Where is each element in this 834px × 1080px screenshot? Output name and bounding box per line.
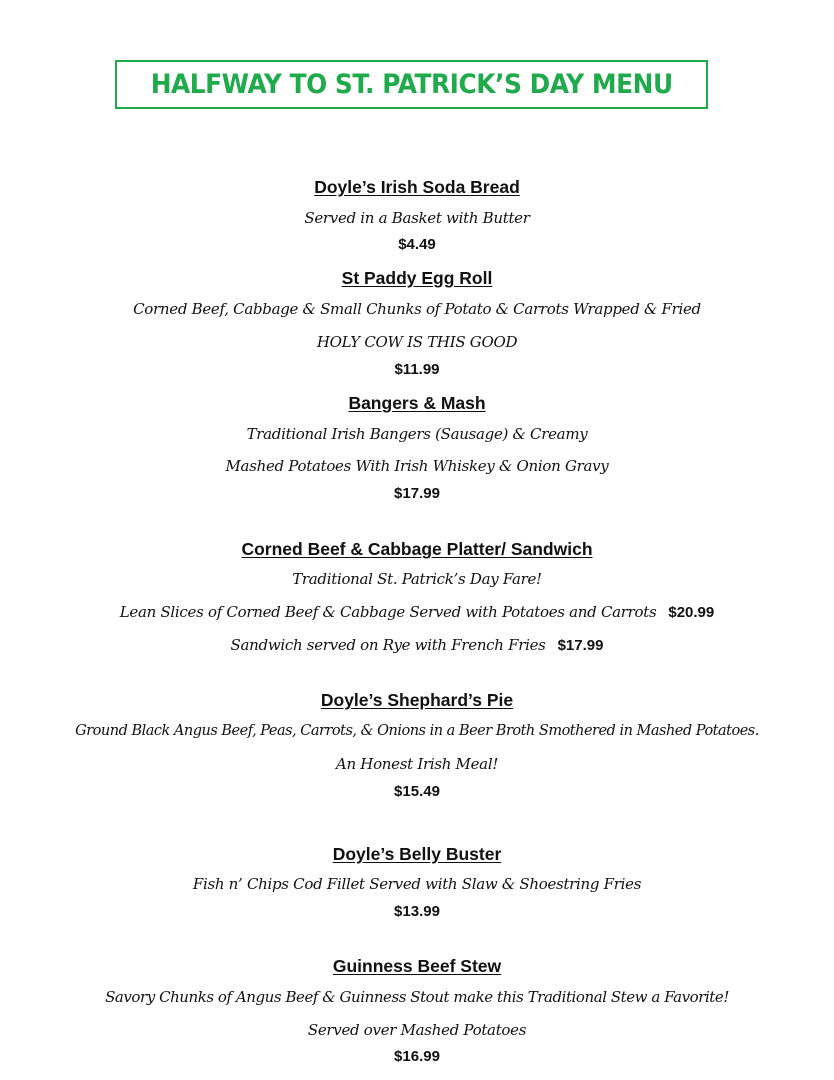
item-price-egg-roll: $11.99 <box>394 361 440 378</box>
item-desc2-shephards-pie: An Honest Irish Meal! <box>335 755 499 773</box>
item-price-bangers-mash: $17.99 <box>394 485 440 502</box>
item-desc3-corned-beef-text: Sandwich served on Rye with French Fries <box>230 636 546 654</box>
item-price-belly-buster: $13.99 <box>394 903 440 920</box>
menu-title: HALFWAY TO ST. PATRICK’S DAY MENU <box>150 69 673 100</box>
item-desc2-guinness-stew: Served over Mashed Potatoes <box>307 1021 527 1039</box>
item-desc-soda-bread: Served in a Basket with Butter <box>304 209 530 227</box>
item-desc2-bangers-mash: Mashed Potatoes With Irish Whiskey & Onion Gravy <box>225 457 609 475</box>
item-desc2-corned-beef <box>0 605 834 620</box>
item-name-shephards-pie: Doyle’s Shephard’s Pie <box>320 690 514 710</box>
item-desc-guinness-stew: Savory Chunks of Angus Beef & Guinness Stout make this Traditional Stew a Favorite! <box>105 988 729 1006</box>
item-name-bangers-mash: Bangers & Mash <box>348 393 486 413</box>
item-desc2-egg-roll: HOLY COW IS THIS GOOD <box>316 333 518 351</box>
item-price-corned-beef-platter: $20.99 <box>668 604 715 621</box>
item-price-corned-beef-sandwich: $17.99 <box>557 637 604 654</box>
item-desc-belly-buster: Fish n’ Chips Cod Fillet Served with Slaw & Shoestring Fries <box>192 875 642 893</box>
item-name-belly-buster: Doyle’s Belly Buster <box>332 844 502 864</box>
item-desc-corned-beef: Traditional St. Patrick’s Day Fare! <box>292 570 542 588</box>
item-desc-egg-roll: Corned Beef, Cabbage & Small Chunks of Potato & Carrots Wrapped & Fried <box>133 300 701 318</box>
item-price-guinness-stew: $16.99 <box>394 1048 440 1065</box>
item-desc-bangers-mash: Traditional Irish Bangers (Sausage) & Creamy <box>246 425 588 443</box>
item-desc-shephards-pie: Ground Black Angus Beef, Peas, Carrots, & Onions in a Beer Broth Smothered in Mashed Potatoes. <box>75 723 759 739</box>
item-name-guinness-stew: Guinness Beef Stew <box>332 956 502 976</box>
item-price-shephards-pie: $15.49 <box>394 783 440 800</box>
item-name-soda-bread: Doyle’s Irish Soda Bread <box>314 177 520 197</box>
item-name-egg-roll: St Paddy Egg Roll <box>341 268 493 288</box>
item-name-corned-beef: Corned Beef & Cabbage Platter/ Sandwich <box>241 539 593 559</box>
item-desc2-corned-beef-text: Lean Slices of Corned Beef & Cabbage Served with Potatoes and Carrots <box>119 603 657 621</box>
item-price-soda-bread: $4.49 <box>398 236 436 253</box>
item-desc3-corned-beef <box>0 638 834 653</box>
menu-title-box <box>115 60 708 109</box>
